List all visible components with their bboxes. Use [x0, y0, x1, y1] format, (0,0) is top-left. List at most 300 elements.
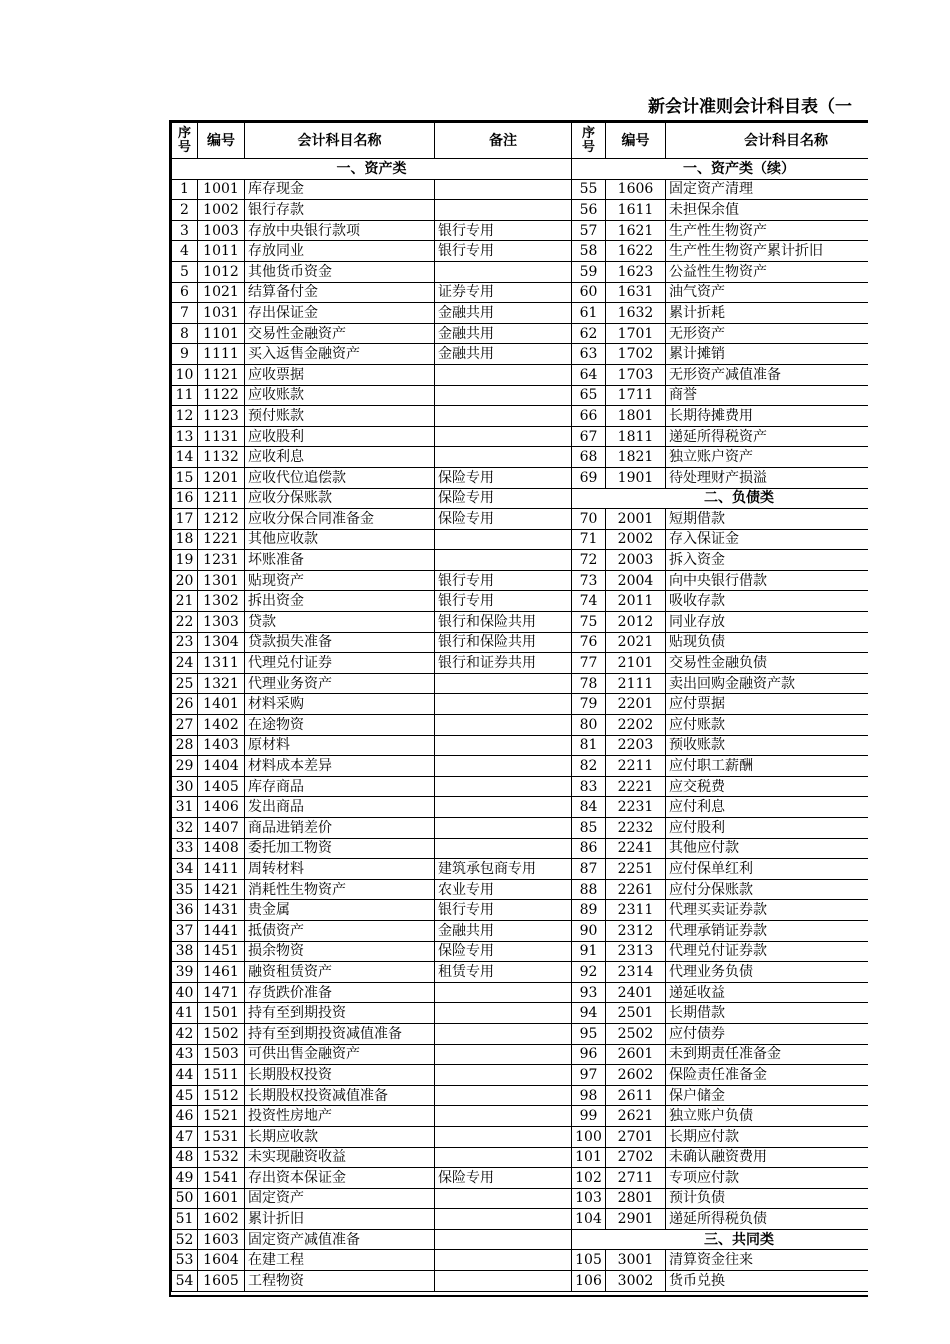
cell-code: 1003: [198, 220, 245, 241]
cell-name: 商誉: [666, 385, 869, 406]
cell-note: [435, 1106, 572, 1127]
cell-note: [435, 982, 572, 1003]
cell-note: 银行专用: [435, 591, 572, 612]
cell-name: 代理买卖证券款: [666, 900, 869, 921]
cell-note: 金融共用: [435, 323, 572, 344]
table-row: [172, 1106, 869, 1127]
cell-code: 1421: [198, 879, 245, 900]
cell-seq: 21: [172, 591, 198, 612]
cell-code: 2313: [606, 941, 666, 962]
cell-seq: 56: [572, 200, 606, 221]
table-row: [172, 406, 869, 427]
cell-seq: 16: [172, 488, 198, 509]
cell-note: [435, 179, 572, 200]
cell-seq: 106: [572, 1271, 606, 1292]
cell-note: [435, 1250, 572, 1271]
header-name: 会计科目名称: [245, 123, 435, 159]
table-row: [172, 1044, 869, 1065]
cell-seq: 28: [172, 735, 198, 756]
cell-code: 1011: [198, 241, 245, 262]
cell-code: 2232: [606, 818, 666, 839]
cell-code: 2101: [606, 653, 666, 674]
cell-code: 2001: [606, 509, 666, 530]
cell-seq: 3: [172, 220, 198, 241]
cell-note: [435, 776, 572, 797]
cell-name: 向中央银行借款: [666, 570, 869, 591]
cell-seq: 73: [572, 570, 606, 591]
cell-note: [435, 406, 572, 427]
cell-name: 应收利息: [245, 447, 435, 468]
cell-code: 2401: [606, 982, 666, 1003]
cell-note: 租赁专用: [435, 962, 572, 983]
cell-name: 固定资产减值准备: [245, 1229, 435, 1250]
cell-note: [435, 735, 572, 756]
cell-name: 存货跌价准备: [245, 982, 435, 1003]
cell-code: 1012: [198, 261, 245, 282]
table-row: [172, 715, 869, 736]
cell-name: 库存商品: [245, 776, 435, 797]
cell-note: [435, 1188, 572, 1209]
cell-name: 未确认融资费用: [666, 1147, 869, 1168]
cell-seq: 10: [172, 364, 198, 385]
cell-name: 代理业务资产: [245, 673, 435, 694]
table-row: [172, 900, 869, 921]
cell-seq: 79: [572, 694, 606, 715]
cell-name: 长期应付款: [666, 1126, 869, 1147]
cell-name: 应付账款: [666, 715, 869, 736]
cell-seq: 57: [572, 220, 606, 241]
cell-seq: 80: [572, 715, 606, 736]
cell-note: [435, 756, 572, 777]
table-row: [172, 818, 869, 839]
cell-seq: 42: [172, 1023, 198, 1044]
cell-name: 拆入资金: [666, 550, 869, 571]
table-row: [172, 179, 869, 200]
cell-seq: 51: [172, 1209, 198, 1230]
cell-name: 银行存款: [245, 200, 435, 221]
cell-seq: 27: [172, 715, 198, 736]
cell-code: 1411: [198, 859, 245, 880]
cell-seq: 55: [572, 179, 606, 200]
cell-seq: 31: [172, 797, 198, 818]
cell-code: 1531: [198, 1126, 245, 1147]
cell-code: 1132: [198, 447, 245, 468]
section-heading: 一、资产类（续）: [572, 159, 869, 180]
cell-code: 1021: [198, 282, 245, 303]
cell-seq: 48: [172, 1147, 198, 1168]
cell-code: 1001: [198, 179, 245, 200]
cell-seq: 101: [572, 1147, 606, 1168]
cell-code: 1302: [198, 591, 245, 612]
cell-seq: 54: [172, 1271, 198, 1292]
cell-name: 应收分保账款: [245, 488, 435, 509]
cell-name: 油气资产: [666, 282, 869, 303]
cell-note: [435, 673, 572, 694]
cell-name: 商品进销差价: [245, 818, 435, 839]
table-row: [172, 797, 869, 818]
cell-note: [435, 1044, 572, 1065]
cell-seq: 37: [172, 920, 198, 941]
table-row: [172, 1168, 869, 1189]
table-row: [172, 529, 869, 550]
cell-name: 其他应付款: [666, 838, 869, 859]
cell-note: 保险专用: [435, 941, 572, 962]
cell-note: 金融共用: [435, 344, 572, 365]
cell-code: 2314: [606, 962, 666, 983]
table-row: [172, 879, 869, 900]
cell-note: [435, 1023, 572, 1044]
table-row: [172, 694, 869, 715]
cell-name: 应付票据: [666, 694, 869, 715]
cell-code: 1821: [606, 447, 666, 468]
cell-name: 未实现融资收益: [245, 1147, 435, 1168]
table-row: [172, 550, 869, 571]
cell-seq: 50: [172, 1188, 198, 1209]
cell-name: 长期待摊费用: [666, 406, 869, 427]
cell-code: 2002: [606, 529, 666, 550]
cell-code: 1212: [198, 509, 245, 530]
cell-code: 1631: [606, 282, 666, 303]
cell-code: 2501: [606, 1003, 666, 1024]
cell-name: 预付账款: [245, 406, 435, 427]
cell-seq: 17: [172, 509, 198, 530]
cell-seq: 35: [172, 879, 198, 900]
cell-seq: 66: [572, 406, 606, 427]
table-row: [172, 1147, 869, 1168]
cell-note: 保险专用: [435, 467, 572, 488]
cell-code: 2711: [606, 1168, 666, 1189]
cell-code: 1201: [198, 467, 245, 488]
cell-code: 1301: [198, 570, 245, 591]
cell-seq: 81: [572, 735, 606, 756]
cell-seq: 5: [172, 261, 198, 282]
table-row: [172, 1271, 869, 1292]
cell-code: 1632: [606, 303, 666, 324]
cell-code: 2261: [606, 879, 666, 900]
cell-name: 累计折耗: [666, 303, 869, 324]
table-row: [172, 159, 869, 180]
cell-name: 无形资产减值准备: [666, 364, 869, 385]
cell-code: 1502: [198, 1023, 245, 1044]
cell-note: 银行和证券共用: [435, 653, 572, 674]
cell-code: 1501: [198, 1003, 245, 1024]
cell-name: 坏账准备: [245, 550, 435, 571]
cell-code: 2621: [606, 1106, 666, 1127]
cell-code: 1604: [198, 1250, 245, 1271]
cell-code: 1402: [198, 715, 245, 736]
section-heading: 二、负债类: [572, 488, 869, 509]
cell-code: 2202: [606, 715, 666, 736]
cell-name: 应付职工薪酬: [666, 756, 869, 777]
cell-code: 1703: [606, 364, 666, 385]
cell-note: 银行和保险共用: [435, 612, 572, 633]
table-row: [172, 1250, 869, 1271]
cell-code: 1711: [606, 385, 666, 406]
accounts-table: [169, 120, 868, 1297]
cell-seq: 88: [572, 879, 606, 900]
cell-seq: 82: [572, 756, 606, 777]
cell-name: 短期借款: [666, 509, 869, 530]
cell-seq: 61: [572, 303, 606, 324]
cell-name: 保险责任准备金: [666, 1065, 869, 1086]
cell-code: 1621: [606, 220, 666, 241]
header-code: 编号: [198, 123, 245, 159]
table-row: [172, 1229, 869, 1250]
cell-seq: 69: [572, 467, 606, 488]
cell-seq: 58: [572, 241, 606, 262]
cell-note: 银行专用: [435, 241, 572, 262]
cell-seq: 100: [572, 1126, 606, 1147]
table-row: [172, 385, 869, 406]
cell-code: 2701: [606, 1126, 666, 1147]
cell-name: 应付分保账款: [666, 879, 869, 900]
table-row: [172, 488, 869, 509]
cell-name: 预计负债: [666, 1188, 869, 1209]
cell-note: [435, 1126, 572, 1147]
table-row: [172, 776, 869, 797]
table-row: [172, 1023, 869, 1044]
cell-seq: 65: [572, 385, 606, 406]
cell-name: 贷款损失准备: [245, 632, 435, 653]
table-row: [172, 1126, 869, 1147]
cell-name: 长期应收款: [245, 1126, 435, 1147]
cell-seq: 76: [572, 632, 606, 653]
cell-code: 2801: [606, 1188, 666, 1209]
cell-code: 1461: [198, 962, 245, 983]
cell-code: 1408: [198, 838, 245, 859]
cell-note: [435, 818, 572, 839]
cell-seq: 99: [572, 1106, 606, 1127]
header-row: [172, 123, 869, 159]
cell-name: 存放同业: [245, 241, 435, 262]
table-row: [172, 859, 869, 880]
cell-seq: 30: [172, 776, 198, 797]
cell-code: 2203: [606, 735, 666, 756]
table-row: [172, 364, 869, 385]
cell-note: 证券专用: [435, 282, 572, 303]
cell-seq: 102: [572, 1168, 606, 1189]
cell-seq: 77: [572, 653, 606, 674]
cell-name: 代理兑付证券: [245, 653, 435, 674]
cell-seq: 15: [172, 467, 198, 488]
cell-seq: 9: [172, 344, 198, 365]
cell-seq: 24: [172, 653, 198, 674]
cell-name: 在建工程: [245, 1250, 435, 1271]
cell-note: [435, 261, 572, 282]
cell-note: [435, 715, 572, 736]
cell-code: 3001: [606, 1250, 666, 1271]
cell-seq: 20: [172, 570, 198, 591]
cell-name: 应付利息: [666, 797, 869, 818]
table-row: [172, 467, 869, 488]
cell-code: 3002: [606, 1271, 666, 1292]
cell-seq: 34: [172, 859, 198, 880]
cell-code: 2502: [606, 1023, 666, 1044]
cell-code: 1101: [198, 323, 245, 344]
cell-seq: 75: [572, 612, 606, 633]
cell-name: 独立账户资产: [666, 447, 869, 468]
cell-name: 材料采购: [245, 694, 435, 715]
cell-code: 1311: [198, 653, 245, 674]
cell-name: 存入保证金: [666, 529, 869, 550]
cell-seq: 89: [572, 900, 606, 921]
cell-code: 1611: [606, 200, 666, 221]
cell-seq: 94: [572, 1003, 606, 1024]
cell-seq: 44: [172, 1065, 198, 1086]
header-code-2: 编号: [606, 123, 666, 159]
cell-seq: 67: [572, 426, 606, 447]
cell-seq: 40: [172, 982, 198, 1003]
cell-seq: 103: [572, 1188, 606, 1209]
cell-code: 1404: [198, 756, 245, 777]
cell-name: 代理兑付证券款: [666, 941, 869, 962]
cell-seq: 2: [172, 200, 198, 221]
cell-code: 1122: [198, 385, 245, 406]
cell-name: 货币兑换: [666, 1271, 869, 1292]
cell-code: 1601: [198, 1188, 245, 1209]
header-seq: 序号: [172, 123, 198, 159]
cell-code: 1431: [198, 900, 245, 921]
cell-name: 递延收益: [666, 982, 869, 1003]
cell-note: 金融共用: [435, 303, 572, 324]
cell-name: 清算资金往来: [666, 1250, 869, 1271]
table-row: [172, 673, 869, 694]
cell-code: 1901: [606, 467, 666, 488]
cell-seq: 53: [172, 1250, 198, 1271]
cell-name: 待处理财产损溢: [666, 467, 869, 488]
cell-code: 2201: [606, 694, 666, 715]
cell-seq: 74: [572, 591, 606, 612]
cell-name: 贷款: [245, 612, 435, 633]
cell-note: 建筑承包商专用: [435, 859, 572, 880]
page-title: 新会计准则会计科目表（一: [648, 97, 852, 117]
cell-code: 2012: [606, 612, 666, 633]
cell-code: 1131: [198, 426, 245, 447]
cell-name: 固定资产: [245, 1188, 435, 1209]
cell-note: [435, 1003, 572, 1024]
cell-code: 1111: [198, 344, 245, 365]
cell-code: 1405: [198, 776, 245, 797]
table-row: [172, 838, 869, 859]
cell-seq: 92: [572, 962, 606, 983]
cell-name: 专项应付款: [666, 1168, 869, 1189]
cell-seq: 105: [572, 1250, 606, 1271]
cell-name: 累计折旧: [245, 1209, 435, 1230]
cell-code: 1622: [606, 241, 666, 262]
cell-note: 金融共用: [435, 920, 572, 941]
cell-name: 代理业务负债: [666, 962, 869, 983]
cell-name: 生产性生物资产: [666, 220, 869, 241]
cell-code: 1441: [198, 920, 245, 941]
cell-name: 固定资产清理: [666, 179, 869, 200]
cell-seq: 33: [172, 838, 198, 859]
cell-code: 1406: [198, 797, 245, 818]
cell-code: 2611: [606, 1085, 666, 1106]
cell-note: [435, 694, 572, 715]
header-seq-2: 序号: [572, 123, 606, 159]
cell-code: 1603: [198, 1229, 245, 1250]
cell-note: 农业专用: [435, 879, 572, 900]
cell-name: 投资性房地产: [245, 1106, 435, 1127]
cell-name: 原材料: [245, 735, 435, 756]
cell-note: [435, 550, 572, 571]
table-row: [172, 241, 869, 262]
cell-seq: 46: [172, 1106, 198, 1127]
cell-name: 同业存放: [666, 612, 869, 633]
cell-code: 1801: [606, 406, 666, 427]
cell-name: 拆出资金: [245, 591, 435, 612]
cell-seq: 98: [572, 1085, 606, 1106]
cell-name: 存放中央银行款项: [245, 220, 435, 241]
cell-seq: 91: [572, 941, 606, 962]
cell-code: 1304: [198, 632, 245, 653]
cell-code: 1701: [606, 323, 666, 344]
cell-seq: 85: [572, 818, 606, 839]
cell-note: [435, 797, 572, 818]
cell-seq: 23: [172, 632, 198, 653]
cell-note: 保险专用: [435, 1168, 572, 1189]
section-heading: 三、共同类: [572, 1229, 869, 1250]
cell-code: 1503: [198, 1044, 245, 1065]
cell-seq: 60: [572, 282, 606, 303]
table-row: [172, 591, 869, 612]
cell-seq: 95: [572, 1023, 606, 1044]
cell-code: 2111: [606, 673, 666, 694]
section-heading: 一、资产类: [172, 159, 572, 180]
cell-seq: 38: [172, 941, 198, 962]
cell-note: [435, 385, 572, 406]
cell-seq: 36: [172, 900, 198, 921]
cell-note: 银行和保险共用: [435, 632, 572, 653]
cell-seq: 93: [572, 982, 606, 1003]
cell-note: 银行专用: [435, 220, 572, 241]
cell-name: 委托加工物资: [245, 838, 435, 859]
table-row: [172, 282, 869, 303]
cell-code: 1602: [198, 1209, 245, 1230]
cell-name: 在途物资: [245, 715, 435, 736]
cell-name: 发出商品: [245, 797, 435, 818]
cell-name: 递延所得税资产: [666, 426, 869, 447]
cell-seq: 49: [172, 1168, 198, 1189]
cell-name: 周转材料: [245, 859, 435, 880]
cell-code: 1123: [198, 406, 245, 427]
cell-note: 银行专用: [435, 900, 572, 921]
cell-code: 2311: [606, 900, 666, 921]
cell-code: 1401: [198, 694, 245, 715]
cell-name: 长期借款: [666, 1003, 869, 1024]
cell-code: 1231: [198, 550, 245, 571]
header-name-2: 会计科目名称: [666, 123, 869, 159]
cell-name: 保户储金: [666, 1085, 869, 1106]
cell-seq: 39: [172, 962, 198, 983]
cell-name: 长期股权投资减值准备: [245, 1085, 435, 1106]
cell-seq: 84: [572, 797, 606, 818]
cell-seq: 1: [172, 179, 198, 200]
cell-note: [435, 1209, 572, 1230]
cell-code: 2312: [606, 920, 666, 941]
cell-name: 消耗性生物资产: [245, 879, 435, 900]
cell-code: 2004: [606, 570, 666, 591]
table-row: [172, 1003, 869, 1024]
cell-note: [435, 838, 572, 859]
table-row: [172, 570, 869, 591]
cell-name: 生产性生物资产累计折旧: [666, 241, 869, 262]
cell-name: 长期股权投资: [245, 1065, 435, 1086]
cell-code: 1002: [198, 200, 245, 221]
cell-name: 应收票据: [245, 364, 435, 385]
cell-name: 累计摊销: [666, 344, 869, 365]
cell-name: 卖出回购金融资产款: [666, 673, 869, 694]
